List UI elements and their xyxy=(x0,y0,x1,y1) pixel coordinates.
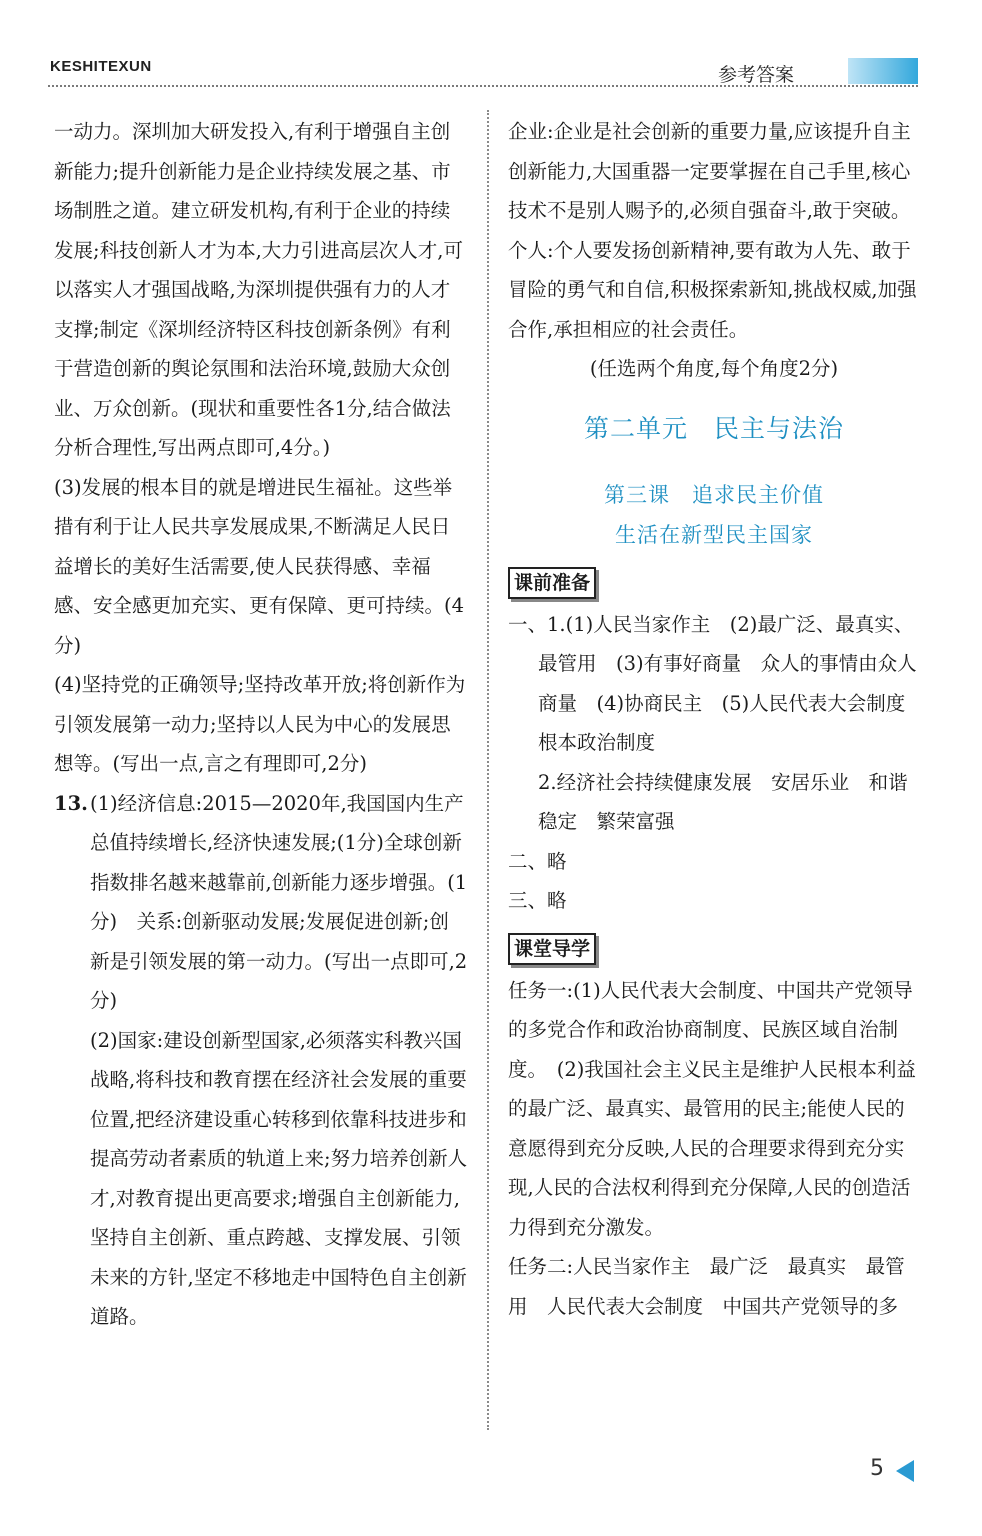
page-arrow-icon xyxy=(896,1460,914,1482)
scoring-note: (任选两个角度,每个角度2分) xyxy=(589,357,839,380)
section-title: 参考答案 xyxy=(718,64,795,86)
answer-item: 三、略 xyxy=(508,889,567,912)
paragraph: (2)国家:建设创新型国家,必须落实科教兴国战略,将科技和教育摆在经济社会发展的重要位置,把经济建设重心转移到依靠科技进步和提高劳动者素质的轨道上来;努力培养创新人才,对教育提出更高要求;增强自主创新能力,坚持自主创新、重点跨越、支撑发展、引领未来的方针,坚定不移地走中国特色自主创新道路。 xyxy=(90,1028,468,1328)
lesson-subtitle: 生活在新型民主国家 xyxy=(615,522,813,547)
question-13 xyxy=(54,784,468,1337)
question-number: 13. xyxy=(54,791,88,815)
lesson-title: 第三课 追求民主价值 xyxy=(604,482,824,507)
paragraph: (1)经济信息:2015—2020年,我国国内生产总值持续增长,经济快速发展;(1分)全球创新指数排名越来越靠前,创新能力逐步增强。(1分) 关系:创新驱动发展;发展促进创新;创新是引领发展的第一动力。(写出一点即可,2分) xyxy=(90,791,468,1012)
left-column xyxy=(54,112,468,1337)
header-accent-box xyxy=(848,58,918,84)
page-number: 5 xyxy=(870,1456,884,1481)
section-box-in-class: 课堂导学 xyxy=(508,933,596,965)
brand-label: KESHITEXUN xyxy=(50,58,152,75)
paragraph: 任务二:人民当家作主 最广泛 最真实 最管用 人民代表大会制度 中国共产党领导的多 xyxy=(508,1255,905,1318)
answer-item: 一、1.(1)人民当家作主 (2)最广泛、最真实、最管用 (3)有事好商量 众人的事情由众人商量 (4)协商民主 (5)人民代表大会制度 根本政治制度 xyxy=(508,612,925,754)
paragraph: (4)坚持党的正确领导;坚持改革开放;将创新作为引领发展第一动力;坚持以人民为中心的发展思想等。(写出一点,言之有理即可,2分) xyxy=(54,673,466,775)
paragraph: 个人:个人要发扬创新精神,要有敢为人先、敢于冒险的勇气和自信,积极探索新知,挑战权威,加强合作,承担相应的社会责任。 xyxy=(508,238,917,341)
paragraph: 企业:企业是社会创新的重要力量,应该提升自主创新能力,大国重器一定要掌握在自己手里,核心技术不是别人赐予的,必须自强奋斗,敢于突破。 xyxy=(508,120,911,222)
section-box-pre-class: 课前准备 xyxy=(508,567,596,599)
header-divider xyxy=(48,85,918,87)
column-divider xyxy=(487,110,489,1430)
answer-item: 2.经济社会持续健康发展 安居乐业 和谐稳定 繁荣富强 xyxy=(538,770,908,833)
paragraph: 任务一:(1)人民代表大会制度、中国共产党领导的多党合作和政治协商制度、民族区域自治制度。 (2)我国社会主义民主是维护人民根本利益的最广泛、最真实、最管用的民主;能使人民的意愿得到充分反映,人民的合理要求得到充分实现,人民的合法权利得到充分保障,人民的创造活力得到充分激发。 xyxy=(508,978,916,1239)
unit-title: 第二单元 民主与法治 xyxy=(583,413,844,443)
answer-item: 二、略 xyxy=(508,849,567,873)
paragraph: 一动力。深圳加大研发投入,有利于增强自主创新能力;提升创新能力是企业持续发展之基、市场制胜之道。建立研发机构,有利于企业的持续发展;科技创新人才为本,大力引进高层次人才,可以落实人才强国战略,为深圳提供强有力的人才支撑;制定《深圳经济特区科技创新条例》有利于营造创新的舆论氛围和法治环境,鼓励大众创业、万众创新。(现状和重要性各1分,结合做法分析合理性,写出两点即可,4分。) xyxy=(54,120,463,459)
paragraph: (3)发展的根本目的就是增进民生福祉。这些举措有利于让人民共享发展成果,不断满足人民日益增长的美好生活需要,使人民获得感、幸福感、安全感更加充实、更有保障、更可持续。(4分) xyxy=(54,475,465,657)
right-column xyxy=(508,112,925,1326)
